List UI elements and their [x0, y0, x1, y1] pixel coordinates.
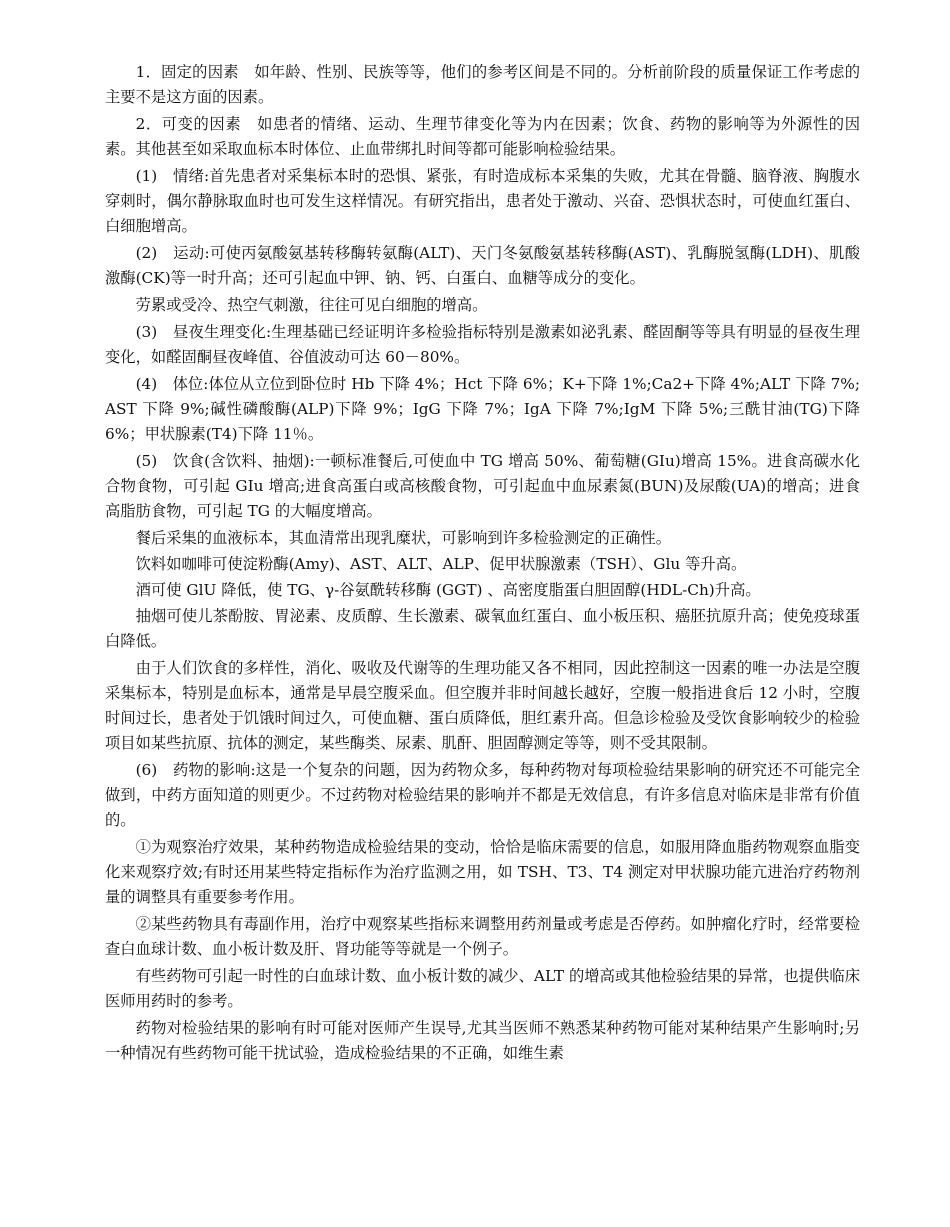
paragraph-drugs-point-2: ②某些药物具有毒副作用，治疗中观察某些指标来调整用药剂量或考虑是否停药。如肿瘤化疗时，经常要检查白血球计数、血小板计数及肝、肾功能等等就是一个例子。	[105, 915, 860, 958]
paragraph-fasting: 由于人们饮食的多样性，消化、吸收及代谢等的生理功能又各不相同，因此控制这一因素的唯一办法是空腹采集标本，特别是血标本，通常是早晨空腹采血。但空腹并非时间越长越好，空腹一般指进食后 12 小时，空腹时间过长，患者处于饥饿时间过久，可使血糖、蛋白质降低，胆红素升高。但急诊检验及受饮食影响较少的检验项目如某些抗原、抗体的测定，某些酶类、尿素、肌酐、胆固醇测定等等，则不受其限制。	[105, 659, 860, 752]
paragraph-fatigue: 劳累或受冷、热空气刺激，往往可见白细胞的增高。	[135, 296, 488, 314]
paragraph-drugs-point-1: ①为观察治疗效果，某种药物造成检验结果的变动，恰恰是临床需要的信息，如服用降血脂药物观察血脂变化来观察疗效;有时还用某些特定指标作为治疗监测之用，如 TSH、T3、T4 测定对甲状腺功能亢进治疗药物剂量的调整具有重要参考作用。	[105, 838, 860, 906]
paragraph-variable-factors: 2．可变的因素 如患者的情绪、运动、生理节律变化等为内在因素；饮食、药物的影响等为外源性的因素。其他甚至如采取血标本时体位、止血带绑扎时间等都可能影响检验结果。	[105, 115, 860, 158]
paragraph-posture: (4) 体位:体位从立位到卧位时 Hb 下降 4%；Hct 下降 6%；K+下降 1%;Ca2+下降 4%;ALT 下降 7%;AST 下降 9%;碱性磷酸酶(ALP)下降 9%；IgG 下降 7%；IgA 下降 7%;IgM 下降 5%;三酰甘油(TG)下降 6%；甲状腺素(T4)下降 11％。	[105, 375, 860, 443]
paragraph-fixed-factors: 1．固定的因素 如年龄、性别、民族等等，他们的参考区间是不同的。分析前阶段的质量保证工作考虑的主要不是这方面的因素。	[105, 63, 860, 106]
paragraph-misleading-effects: 药物对检验结果的影响有时可能对医师产生误导,尤其当医师不熟悉某种药物可能对某种结果产生影响时;另一种情况有些药物可能干扰试验，造成检验结果的不正确，如维生素	[105, 1019, 860, 1062]
paragraph-drugs: (6) 药物的影响:这是一个复杂的问题，因为药物众多，每种药物对每项检验结果影响的研究还不可能完全做到，中药方面知道的则更少。不过药物对检验结果的影响并不都是无效信息，有许多信息对临床是非常有价值的。	[105, 761, 860, 829]
paragraph-transient-effects: 有些药物可引起一时性的白血球计数、血小板计数的减少、ALT 的增高或其他检验结果的异常，也提供临床医师用药时的参考。	[105, 967, 860, 1010]
paragraph-diet: (5) 饮食(含饮料、抽烟):一顿标准餐后,可使血中 TG 增高 50%、葡萄糖(GIu)增高 15%。进食高碳水化合物食物，可引起 GIu 增高;进食高蛋白或高核酸食物，可引起血中血尿素氮(BUN)及尿酸(UA)的增高；进食高脂肪食物，可引起 TG 的大幅度增高。	[105, 452, 860, 520]
paragraph-coffee: 饮料如咖啡可使淀粉酶(Amy)、AST、ALT、ALP、促甲状腺激素（TSH）、Glu 等升高。	[135, 555, 747, 573]
paragraph-circadian: (3) 昼夜生理变化:生理基础已经证明许多检验指标特别是激素如泌乳素、醛固酮等等具有明显的昼夜生理变化，如醛固酮昼夜峰值、谷值波动可达 60－80%。	[105, 323, 860, 366]
paragraph-alcohol: 酒可使 GlU 降低，使 TG、γ-谷氨酰转移酶 (GGT) 、高密度脂蛋白胆固醇(HDL-Ch)升高。	[135, 581, 761, 599]
paragraph-exercise: (2) 运动:可使丙氨酸氨基转移酶转氨酶(ALT)、天门冬氨酸氨基转移酶(AST)、乳酶脱氢酶(LDH)、肌酸激酶(CK)等一时升高；还可引起血中钾、钠、钙、白蛋白、血糖等成分的变化。	[105, 244, 860, 287]
paragraph-smoking: 抽烟可使儿茶酚胺、胃泌素、皮质醇、生长激素、碳氧血红蛋白、血小板压积、癌胚抗原升高；使免疫球蛋白降低。	[105, 607, 860, 650]
paragraph-emotion: (1) 情绪:首先患者对采集标本时的恐惧、紧张，有时造成标本采集的失败，尤其在骨髓、脑脊液、胸腹水穿刺时，偶尔静脉取血时也可发生这样情况。有研究指出，患者处于激动、兴奋、恐惧状态时，可使血红蛋白、白细胞增高。	[105, 167, 860, 235]
paragraph-postprandial: 餐后采集的血液标本，其血清常出现乳糜状，可影响到许多检验测定的正确性。	[135, 529, 671, 547]
